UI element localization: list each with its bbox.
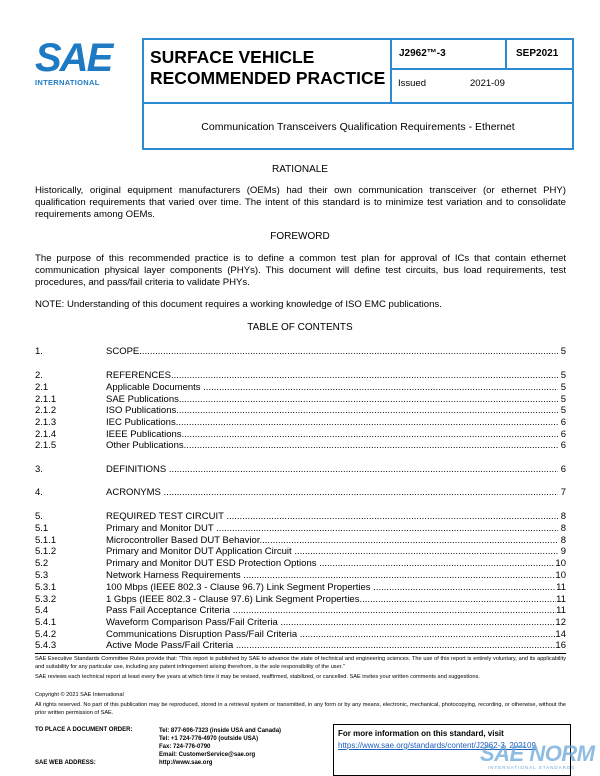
- toc-entry-number: 5.4.3: [35, 640, 57, 651]
- toc-entry-page: 11: [556, 594, 566, 605]
- toc-entry[interactable]: [35, 640, 566, 652]
- document-subtitle: Communication Transceivers Qualification Requirements - Ethernet: [201, 121, 515, 133]
- toc-entry[interactable]: [35, 394, 566, 406]
- toc-entry-number: 5.4: [35, 605, 49, 616]
- logo-brand: SAE: [35, 36, 112, 80]
- toc-entry-page: 12: [555, 617, 566, 628]
- toc-entry[interactable]: [35, 370, 566, 382]
- issued-date: 2021-09: [470, 78, 505, 89]
- web-label: SAE WEB ADDRESS:: [35, 760, 96, 766]
- toc-entry[interactable]: [35, 535, 566, 547]
- rationale-text: Historically, original equipment manufacturers (OEMs) had their own communication transceiver (or ethernet PHY) qualification requirements that varied over time. The intent of this standard is to minimize test variation and to consolidate requirements among OEMs.: [35, 185, 566, 220]
- toc-entry-page: 6: [560, 417, 566, 428]
- order-email: Email: CustomerService@sae.org: [159, 752, 256, 758]
- toc-entry-title: REQUIRED TEST CIRCUIT .....: [106, 511, 558, 523]
- toc-entry[interactable]: [35, 417, 566, 429]
- foreword-text: The purpose of this recommended practice is to define a common test plan for approval of ICs that contain ethernet communication physical layer components (PHYs). This document will define test circuits, bus load requirements, test procedures, and pass/fail criteria to validate PHYs.: [35, 253, 566, 288]
- toc-entry-title: Network Harness Requirements .....: [106, 570, 558, 582]
- toc-entry-title: SAE Publications .....: [106, 394, 558, 406]
- toc-entry-title: DEFINITIONS .....: [106, 464, 558, 476]
- toc-entry-number: 5.2: [35, 558, 49, 569]
- toc-entry[interactable]: [35, 346, 566, 358]
- order-fax: Fax: 724-776-0790: [159, 744, 211, 750]
- foreword-heading: FOREWORD: [270, 231, 330, 242]
- toc-entry[interactable]: [35, 382, 566, 394]
- toc-entry-page: 5: [560, 346, 566, 357]
- toc-entry-page: 9: [560, 546, 566, 557]
- rationale-heading: RATIONALE: [272, 164, 328, 175]
- footer-copyright: Copyright © 2021 SAE International: [35, 692, 124, 698]
- toc-entry-page: 6: [560, 429, 566, 440]
- toc-entry-title: Active Mode Pass/Fail Criteria .....: [106, 640, 558, 652]
- toc-entry-page: 16: [555, 640, 566, 651]
- footer-rule: [35, 653, 566, 654]
- toc-entry-page: 11: [556, 605, 566, 616]
- toc-entry-number: 5.4.2: [35, 629, 57, 640]
- toc-entry[interactable]: [35, 617, 566, 629]
- toc-entry-number: 5.: [35, 511, 43, 522]
- order-contacts: [159, 727, 281, 759]
- toc-entry[interactable]: [35, 546, 566, 558]
- issued-label: Issued: [398, 78, 426, 89]
- toc-entry-page: 8: [560, 523, 566, 534]
- document-number: J2962™-3: [392, 40, 507, 70]
- toc-entry[interactable]: [35, 405, 566, 417]
- order-tel-1: Tel: 877-606-7323 (inside USA and Canada): [159, 728, 282, 734]
- toc-entry[interactable]: [35, 429, 566, 441]
- footer-review-text: SAE reviews each technical report at least every five years at which time it may be revised, reaffirmed, stabilized, or cancelled. SAE invites your written comments and suggestions.: [35, 674, 480, 680]
- toc-entry-number: 5.3.1: [35, 582, 57, 593]
- toc-entry-number: 5.3: [35, 570, 49, 581]
- toc-entry-title: ACRONYMS .....: [106, 487, 558, 499]
- toc-entry-title: Primary and Monitor DUT .....: [106, 523, 558, 535]
- toc-entry-title: Pass Fail Acceptance Criteria .....: [106, 605, 558, 617]
- toc-entry-page: 5: [560, 394, 566, 405]
- toc-entry-number: 2.1: [35, 382, 49, 393]
- info-title: For more information on this standard, visit: [338, 729, 504, 738]
- toc-entry-page: 5: [560, 405, 566, 416]
- toc-entry-page: 6: [560, 464, 566, 475]
- toc-entry-page: 5: [560, 382, 566, 393]
- toc-entry-number: 3.: [35, 464, 43, 475]
- toc-entry-title: Primary and Monitor DUT Application Circuit .....: [106, 546, 558, 558]
- toc-entry-number: 4.: [35, 487, 43, 498]
- toc-entry-title: SCOPE .....: [106, 346, 558, 358]
- toc-entry-number: 5.1: [35, 523, 49, 534]
- toc-entry-number: 5.3.2: [35, 594, 57, 605]
- toc-entry-page: 8: [560, 511, 566, 522]
- web-url[interactable]: http://www.sae.org: [159, 760, 213, 766]
- toc-entry[interactable]: [35, 523, 566, 535]
- toc-entry-title: Communications Disruption Pass/Fail Criteria .....: [106, 629, 558, 641]
- toc-entry-page: 14: [555, 629, 566, 640]
- watermark: SAE NORM: [480, 741, 595, 766]
- toc-entry[interactable]: [35, 605, 566, 617]
- toc-entry-title: IEC Publications .....: [106, 417, 558, 429]
- toc-entry[interactable]: [35, 440, 566, 452]
- footer-rights-text: All rights reserved. No part of this publication may be reproduced, stored in a retrieval system or transmitted, in any form or by any means, electronic, mechanical, photocopying, recording, or otherwise, without the prior written permission of SAE.: [35, 702, 566, 716]
- toc-heading: TABLE OF CONTENTS: [247, 322, 353, 333]
- title-line-1: SURFACE VEHICLE: [150, 47, 315, 67]
- document-type: [143, 40, 392, 103]
- toc-entry-page: 7: [560, 487, 566, 498]
- toc-entry-page: 6: [560, 440, 566, 451]
- toc-entry-number: 2.1.5: [35, 440, 57, 451]
- toc-entry[interactable]: [35, 558, 566, 570]
- document-date: SEP2021: [516, 48, 559, 59]
- toc-entry-page: 10: [555, 570, 566, 581]
- logo-subtext: INTERNATIONAL: [35, 78, 100, 87]
- toc-entry-number: 5.1.2: [35, 546, 57, 557]
- toc-entry-number: 2.1.2: [35, 405, 57, 416]
- toc-entry[interactable]: [35, 570, 566, 582]
- toc-entry-number: 2.: [35, 370, 43, 381]
- toc-entry-title: REFERENCES .....: [106, 370, 558, 382]
- toc-entry-number: 5.1.1: [35, 535, 57, 546]
- info-link[interactable]: https://www.sae.org/standards/content/J2962-3_202109: [338, 741, 536, 750]
- toc-entry[interactable]: [35, 487, 566, 499]
- title-line-2: RECOMMENDED PRACTICE: [150, 68, 386, 88]
- toc-entry-title: 1 Gbps (IEEE 802.3 - Clause 97.6) Link Segment Properties .....: [106, 594, 558, 606]
- toc-entry[interactable]: [35, 629, 566, 641]
- header-divider: [142, 102, 574, 104]
- toc-entry-title: Applicable Documents .....: [106, 382, 558, 394]
- watermark-subtext: INTERNATIONAL STANDARDS: [488, 765, 576, 770]
- toc-entry-title: Waveform Comparison Pass/Fail Criteria .....: [106, 617, 558, 629]
- toc-entry[interactable]: [35, 511, 566, 523]
- footer-rules-text: SAE Executive Standards Committee Rules provide that: "This report is published by SAE to advance the state of technical and engineering sciences. The use of this report is entirely voluntary, and its applicability and suitability for any particular use, including any patent infringement arising therefrom, is the sole responsibility of the user.": [35, 656, 566, 670]
- toc-entry-page: 5: [560, 370, 566, 381]
- toc-entry-title: IEEE Publications .....: [106, 429, 558, 441]
- toc-entry-title: ISO Publications .....: [106, 405, 558, 417]
- toc-entry-number: 1.: [35, 346, 43, 357]
- toc-entry-number: 2.1.1: [35, 394, 57, 405]
- sae-logo: [35, 38, 125, 90]
- toc-entry-number: 5.4.1: [35, 617, 57, 628]
- order-label: TO PLACE A DOCUMENT ORDER:: [35, 727, 133, 733]
- foreword-note: NOTE: Understanding of this document requires a working knowledge of ISO EMC publications.: [35, 299, 442, 310]
- toc-entry[interactable]: [35, 582, 566, 594]
- toc-entry-title: Microcontroller Based DUT Behavior .....: [106, 535, 558, 547]
- toc-entry-title: Other Publications .....: [106, 440, 558, 452]
- toc-entry-number: 2.1.4: [35, 429, 57, 440]
- toc-entry[interactable]: [35, 464, 566, 476]
- toc-entry-title: Primary and Monitor DUT ESD Protection Options .....: [106, 558, 558, 570]
- toc-entry-page: 11: [556, 582, 566, 593]
- order-tel-2: Tel: +1 724-776-4970 (outside USA): [159, 736, 259, 742]
- toc-entry[interactable]: [35, 594, 566, 606]
- toc-entry-title: 100 Mbps (IEEE 802.3 - Clause 96.7) Link Segment Properties .....: [106, 582, 558, 594]
- toc-entry-page: 8: [560, 535, 566, 546]
- toc-entry-number: 2.1.3: [35, 417, 57, 428]
- toc-entry-page: 10: [555, 558, 566, 569]
